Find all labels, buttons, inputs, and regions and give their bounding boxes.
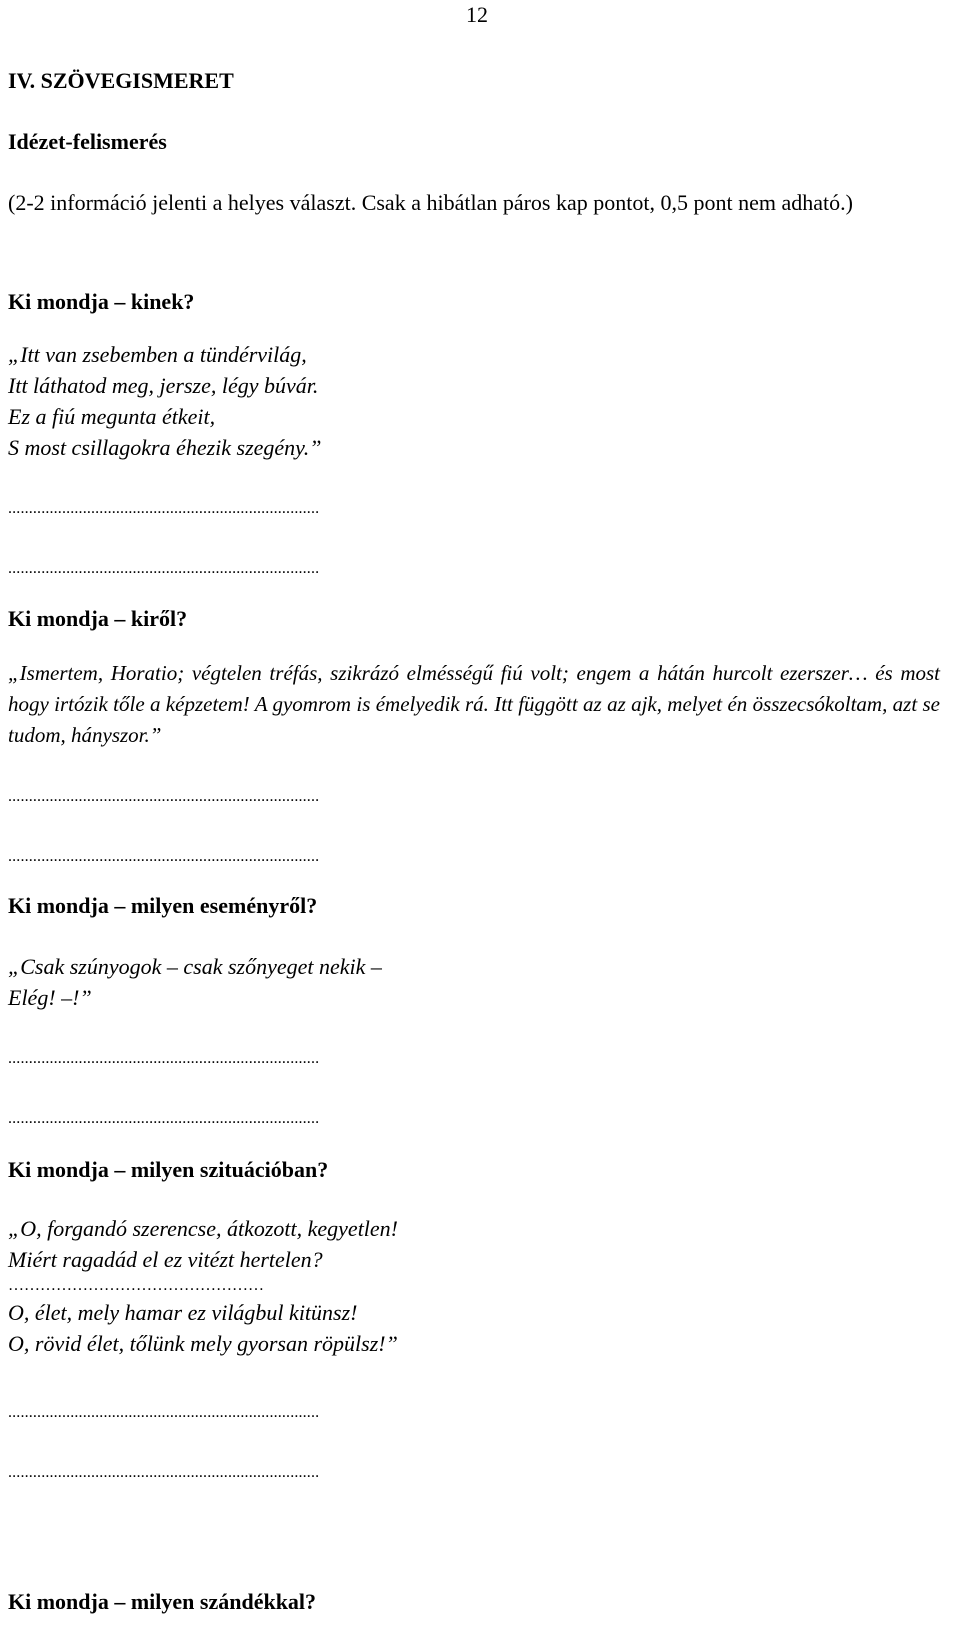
question-3-prompt: Ki mondja – milyen eseményről? (8, 893, 318, 918)
question-1-prompt: Ki mondja – kinek? (8, 289, 195, 314)
quote-line: „Itt van zsebemben a tündérvilág, (8, 342, 307, 367)
quote-line: O, élet, mely hamar ez világbul kitünsz! (8, 1300, 358, 1325)
question-5-prompt: Ki mondja – milyen szándékkal? (8, 1589, 317, 1614)
quote-line: S most csillagokra éhezik szegény.” (8, 435, 322, 460)
answer-line[interactable]: ........................................................................... (8, 1404, 320, 1421)
subsection-title: Idézet-felismerés (8, 129, 167, 154)
question-2-quote: „Ismertem, Horatio; végtelen tréfás, szikrázó elmésségű fiú volt; engem a hátán hurcolt ezerszer… és most hogy irtózik tőle a képzetem! A gyomrom is émelyedik rá. Itt függött az az ajk, melyet én összecsókoltam, azt se tudom, hányszor.” (8, 661, 940, 747)
page-number: 12 (466, 2, 488, 27)
quote-line: Miért ragadád el ez vitézt hertelen? (8, 1247, 323, 1272)
quote-line: Itt láthatod meg, jersze, légy búvár. (8, 373, 319, 398)
quote-line: Elég! –!” (8, 985, 92, 1010)
question-4-prompt: Ki mondja – milyen szituációban? (8, 1157, 329, 1182)
answer-line[interactable]: ........................................................................... (8, 560, 320, 577)
quote-line: „Csak szúnyogok – csak szőnyeget nekik – (8, 954, 382, 979)
quote-line: ………………………………………… (8, 1277, 264, 1294)
quote-line: „O, forgandó szerencse, átkozott, kegyetlen! (8, 1216, 399, 1241)
quote-line: Ez a fiú megunta étkeit, (8, 404, 216, 429)
answer-line[interactable]: ........................................................................... (8, 788, 320, 805)
section-title: IV. SZÖVEGISMERET (8, 68, 234, 93)
answer-line[interactable]: ........................................................................... (8, 1110, 320, 1127)
answer-line[interactable]: ........................................................................... (8, 848, 320, 865)
question-3-quote (8, 951, 382, 1013)
answer-line[interactable]: ........................................................................... (8, 500, 320, 517)
question-1-quote (8, 339, 321, 463)
quote-line: O, rövid élet, tőlünk mely gyorsan röpülsz!” (8, 1331, 398, 1356)
question-2-prompt: Ki mondja – kiről? (8, 606, 188, 631)
answer-line[interactable]: ........................................................................... (8, 1050, 320, 1067)
answer-line[interactable]: ........................................................................... (8, 1464, 320, 1481)
instruction-text: (2-2 információ jelenti a helyes választ. Csak a hibátlan páros kap pontot, 0,5 pont nem adható.) (8, 190, 853, 215)
question-4-quote (8, 1213, 398, 1359)
